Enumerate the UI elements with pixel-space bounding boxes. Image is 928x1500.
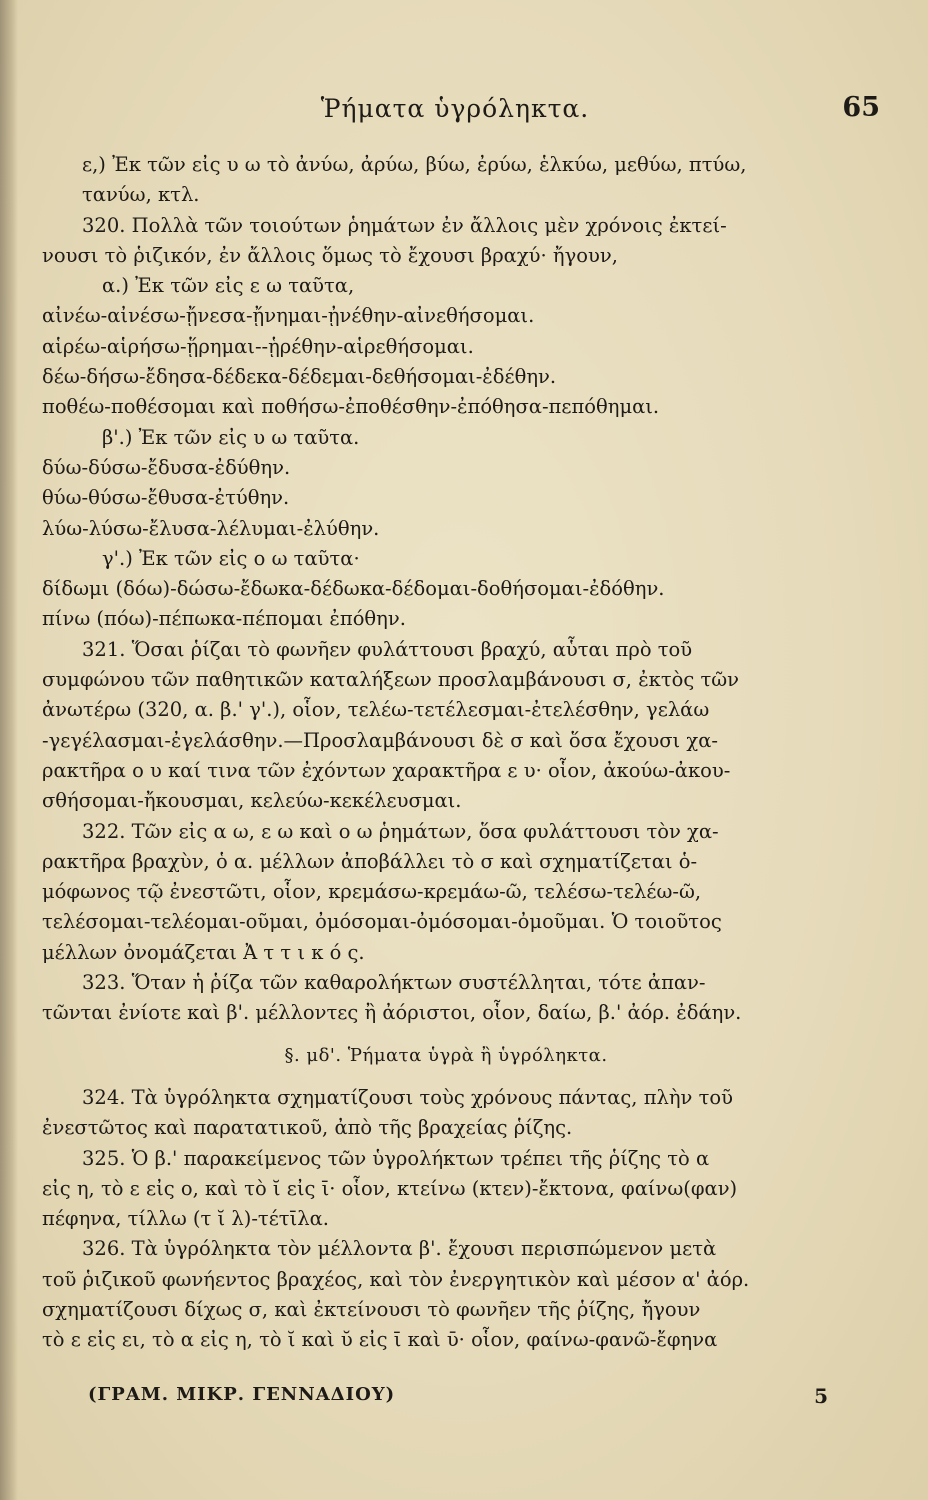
text-line: εἰς η, τὸ ε εἰς ο, καὶ τὸ ῐ εἰς ῑ· οἷον, κτείνω (κτεν)-ἔκτονα, φαίνω(φαν) <box>42 1176 738 1200</box>
text-line: νουσι τὸ ῥιζικόν, ἐν ἄλλοις ὅμως τὸ ἔχουσι βραχύ· ἤγουν, <box>42 243 618 267</box>
paragraph-320-start: 320. Πολλὰ τῶν τοιούτων ῥημάτων ἐν ἄλλοις μὲν χρόνοις ἐκτεί- <box>82 213 727 237</box>
text-line: συμφώνου τῶν παθητικῶν καταλήξεων προσλαμβάνουσι σ, ἐκτὸς τῶν <box>42 668 740 692</box>
text-line: ε,) Ἐκ τῶν εἰς υ ω τὸ ἀνύω, ἀρύω, βύω, ἐρύω, ἑλκύω, μεθύω, πτύω, <box>82 153 747 176</box>
paragraph-322-start: 322. Τῶν εἰς α ω, ε ω καὶ ο ω ῥημάτων, ὅσα φυλάττουσι τὸν χα- <box>82 819 719 843</box>
subheading-gamma: γ'.) Ἐκ τῶν εἰς ο ω ταῦτα· <box>102 546 360 570</box>
text-line: ρακτῆρα ο υ καί τινα τῶν ἐχόντων χαρακτῆρα ε υ· οἷον, ἀκούω-ἀκου- <box>42 758 731 782</box>
text-line: τελέσομαι-τελέομαι-οῦμαι, ὀμόσομαι-ὀμόσομαι-ὀμοῦμαι. Ὁ τοιοῦτος <box>42 910 722 934</box>
running-title: Ῥήματα ὑγρόληκτα. <box>320 94 590 123</box>
text-line: σθήσομαι-ἤκουσμαι, κελεύω-κεκέλευσμαι. <box>42 789 462 813</box>
text-line: δίδωμι (δόω)-δώσω-ἔδωκα-δέδωκα-δέδομαι-δοθήσομαι-ἐδόθην. <box>42 577 665 601</box>
text-line: αἰνέω-αἰνέσω-ᾔνεσα-ᾔνημαι-ᾐνέθην-αἰνεθήσομαι. <box>42 304 535 328</box>
signature-mark: (ΓΡΑΜ. ΜΙΚΡ. ΓΕΝΝΑΔΙΟΥ) <box>88 1384 396 1405</box>
text-line: μέλλων ὀνομάζεται Ἀ τ τ ι κ ό ς. <box>42 940 365 964</box>
sheet-mark: 5 <box>814 1384 828 1408</box>
text-line: ἐνεστῶτος καὶ παρατατικοῦ, ἀπὸ τῆς βραχείας ῥίζης. <box>42 1116 573 1140</box>
paragraph-326-start: 326. Τὰ ὑγρόληκτα τὸν μέλλοντα β'. ἔχουσι περισπώμενον μετὰ <box>82 1237 717 1261</box>
subheading-beta: β'.) Ἐκ τῶν εἰς υ ω ταῦτα. <box>102 425 360 449</box>
paragraph-324-start: 324. Τὰ ὑγρόληκτα σχηματίζουσι τοὺς χρόνους πάντας, πλὴν τοῦ <box>82 1085 733 1109</box>
text-line: τανύω, κτλ. <box>82 183 200 207</box>
text-line: -γεγέλασμαι-ἐγελάσθην.—Προσλαμβάνουσι δὲ σ καὶ ὅσα ἔχουσι χα- <box>42 728 718 752</box>
text-line: πίνω (πόω)-πέπωκα-πέπομαι ἐπόθην. <box>42 607 406 631</box>
page-header <box>60 92 880 134</box>
subheading-alpha: α.) Ἐκ τῶν εἰς ε ω ταῦτα, <box>102 274 355 298</box>
section-heading: §. μδ'. Ῥήματα ὑγρὰ ἢ ὑγρόληκτα. <box>284 1044 608 1066</box>
text-line: μόφωνος τῷ ἐνεστῶτι, οἷον, κρεμάσω-κρεμάω-ῶ, τελέσω-τελέω-ῶ, <box>42 880 702 904</box>
text-body <box>42 150 850 1356</box>
text-line: σχηματίζουσι δίχως σ, καὶ ἐκτείνουσι τὸ φωνῆεν τῆς ῥίζης, ἤγουν <box>42 1297 701 1321</box>
text-line: θύω-θύσω-ἔθυσα-ἐτύθην. <box>42 486 290 510</box>
paragraph-321-start: 321. Ὅσαι ῥίζαι τὸ φωνῆεν φυλάττουσι βραχύ, αὗται πρὸ τοῦ <box>82 637 693 661</box>
text-line: τὸ ε εἰς ει, τὸ α εἰς η, τὸ ῐ καὶ ῠ εἰς ῑ καὶ ῡ· οἷον, φαίνω-φανῶ-ἔφηνα <box>42 1328 718 1352</box>
text-line: δέω-δήσω-ἔδησα-δέδεκα-δέδεμαι-δεθήσομαι-ἐδέθην. <box>42 365 557 389</box>
text-line: ρακτῆρα βραχὺν, ὁ α. μέλλων ἀποβάλλει τὸ σ καὶ σχηματίζεται ὁ- <box>42 849 698 873</box>
text-line: αἱρέω-αἱρήσω-ᾕρημαι--ᾑρέθην-αἱρεθήσομαι. <box>42 334 474 358</box>
text-line: ἀνωτέρω (320, α. β.' γ'.), οἷον, τελέω-τετέλεσμαι-ἐτελέσθην, γελάω <box>42 698 710 722</box>
text-line: λύω-λύσω-ἔλυσα-λέλυμαι-ἐλύθην. <box>42 516 380 540</box>
text-line: δύω-δύσω-ἔδυσα-ἐδύθην. <box>42 455 291 479</box>
binding-shadow <box>0 0 18 1500</box>
page-number: 65 <box>842 92 880 123</box>
page-footer <box>88 1384 828 1418</box>
text-line: τοῦ ῥιζικοῦ φωνήεντος βραχέος, καὶ τὸν ἐνεργητικὸν καὶ μέσον α' ἀόρ. <box>42 1267 750 1291</box>
text-line: τῶνται ἐνίοτε καὶ β'. μέλλοντες ἢ ἀόριστοι, οἷον, δαίω, β.' ἀόρ. ἐδάην. <box>42 1001 742 1025</box>
paragraph-323-start: 323. Ὅταν ἡ ῥίζα τῶν καθαρολήκτων συστέλληται, τότε ἀπαν- <box>82 971 706 995</box>
text-line: πέφηνα, τίλλω (τ ῐ λ)-τέτῑλα. <box>42 1207 329 1231</box>
paragraph-325-start: 325. Ὁ β.' παρακείμενος τῶν ὑγρολήκτων τρέπει τῆς ῥίζης τὸ α <box>82 1146 710 1170</box>
text-line: ποθέω-ποθέσομαι καὶ ποθήσω-ἐποθέσθην-ἐπόθησα-πεπόθημαι. <box>42 395 660 419</box>
